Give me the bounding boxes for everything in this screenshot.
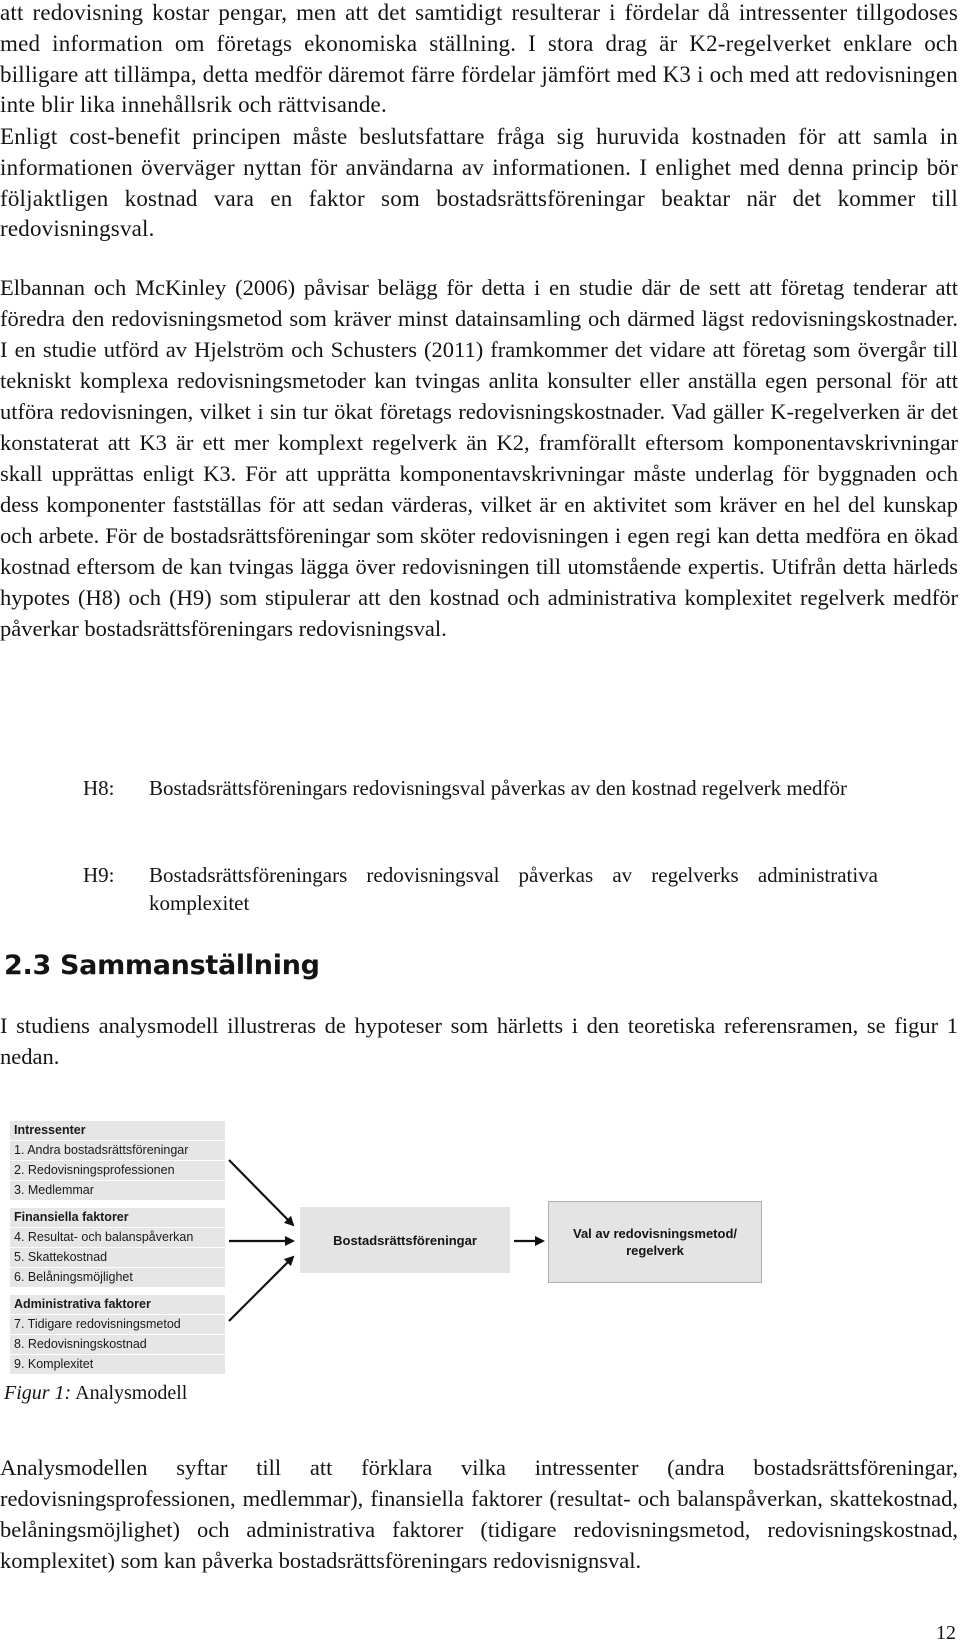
group-item: 4. Resultat- och balanspåverkan bbox=[10, 1228, 225, 1248]
page-number: 12 bbox=[936, 1622, 956, 1644]
paragraph-intro: att redovisning kostar pengar, men att det samtidigt resulterar i fördelar då intressenter tillgodoses med information om företags ekonomiska ställning. I stora drag är K2-regelverket enklare och billigare att tillämpa, detta medför däremot färre fördelar jämfört med K3 i och med att redovisningen inte blir lika innehållsrik och rättvisande. bbox=[0, 0, 958, 118]
group-item: 8. Redovisningskostnad bbox=[10, 1335, 225, 1355]
arrow-intressenter bbox=[229, 1160, 293, 1225]
group-title: Finansiella faktorer bbox=[10, 1208, 225, 1228]
group-administrativa bbox=[10, 1295, 225, 1375]
caption-label: Figur 1: bbox=[4, 1382, 72, 1404]
group-finansiella bbox=[10, 1208, 225, 1288]
group-title: Administrativa faktorer bbox=[10, 1295, 225, 1315]
paragraph-model-explanation: Analysmodellen syftar till att förklara vilka intressenter (andra bostadsrättsföreningar, redovisningsprofessionen, medlemmar), finansiella faktorer (resultat- och balanspåverkan, skattekostnad, belåningsmöjlighet) och administrativa faktorer (tidigare redovisningsmetod, redovisningskostnad, komplexitet) som kan påverka bostadsrättsföreningars redovisnignsval. bbox=[0, 1455, 958, 1573]
group-item: 6. Belåningsmöjlighet bbox=[10, 1268, 225, 1288]
paragraph-cost-benefit: Enligt cost-benefit principen måste beslutsfattare fråga sig huruvida kostnaden för att samla in informationen överväger nyttan för användarna av informationen. I enlighet med denna princip bör följaktligen kostnad vara en faktor som bostadsrättsföreningar beaktar när det kommer till redovisningsval. bbox=[0, 124, 958, 242]
arrow-administrativa bbox=[229, 1257, 293, 1321]
group-item: 9. Komplexitet bbox=[10, 1355, 225, 1375]
hypothesis-code: H8: bbox=[83, 776, 115, 800]
figure-caption bbox=[4, 1382, 187, 1405]
hypothesis-text: Bostadsrättsföreningars redovisningsval påverkas av den kostnad regelverk medför bbox=[149, 776, 848, 800]
caption-text: Analysmodell bbox=[75, 1382, 188, 1404]
hypothesis-code: H9: bbox=[83, 863, 115, 887]
paragraph-model-intro: I studiens analysmodell illustreras de hypoteser som härletts i den teoretiska referensramen, se figur 1 nedan. bbox=[0, 1013, 958, 1069]
group-item: 5. Skattekostnad bbox=[10, 1248, 225, 1268]
group-item: 2. Redovisningsprofessionen bbox=[10, 1161, 225, 1181]
hypothesis-h8 bbox=[83, 774, 878, 802]
group-item: 1. Andra bostadsrättsföreningar bbox=[10, 1141, 225, 1161]
analysis-model-figure bbox=[0, 1115, 960, 1385]
outcome-box: Val av redovisningsmetod/ regelverk bbox=[548, 1201, 762, 1283]
section-heading: 2.3 Sammanställning bbox=[4, 950, 320, 981]
hypothesis-h9 bbox=[83, 861, 878, 917]
center-box: Bostadsrättsföreningar bbox=[300, 1207, 510, 1273]
group-item: 3. Medlemmar bbox=[10, 1181, 225, 1201]
group-intressenter bbox=[10, 1121, 225, 1201]
hypothesis-text: Bostadsrättsföreningars redovisningsval påverkas av regelverks administrativa komplexitet bbox=[149, 863, 878, 915]
group-title: Intressenter bbox=[10, 1121, 225, 1141]
group-item: 7. Tidigare redovisningsmetod bbox=[10, 1315, 225, 1335]
paragraph-elbannan: Elbannan och McKinley (2006) påvisar belägg för detta i en studie där de sett att företag tenderar att föredra den redovisningsmetod som kräver minst datainsamling och därmed lägst redovisningskostnader. I en studie utförd av Hjelström och Schusters (2011) framkommer det vidare att företag som övergår till tekniskt komplexa redovisningsmetoder kan tvingas anlita konsulter eller anställa egen personal för att utföra redovisningen, vilket i sin tur ökat företags redovisningskostnader. Vad gäller K-regelverken är det konstaterat att K3 är ett mer komplext regelverk än K2, framförallt eftersom komponentavskrivningar skall upprättas enligt K3. För att upprätta komponentavskrivningar måste underlag för byggnaden och dess komponenter fastställas för att sedan värderas, vilket är en aktivitet som kräver en hel del kunskap och arbete. För de bostadsrättsföreningar som sköter redovisningen i egen regi kan detta medföra en ökad kostnad eftersom de kan tvingas lägga över redovisningen till utomstående expertis. Utifrån detta härleds hypotes (H8) och (H9) som stipulerar att den kostnad och administrativa komplexitet regelverk medför påverkar bostadsrättsföreningars redovisningsval. bbox=[0, 275, 958, 641]
